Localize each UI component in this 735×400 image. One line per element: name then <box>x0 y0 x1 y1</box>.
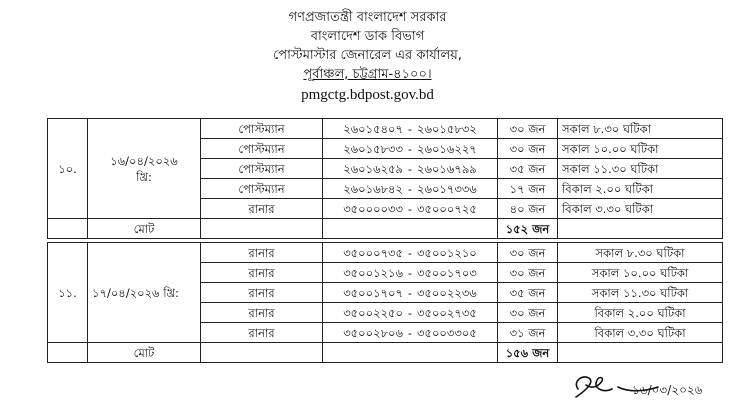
post-cell: পোস্টম্যান <box>201 139 323 159</box>
post-cell: পোস্টম্যান <box>201 179 323 199</box>
roll-to: ২৬০১৬২২৭ <box>416 141 477 156</box>
total-empty-cell <box>323 219 498 239</box>
time-cell: সকাল ৮.৩০ ঘটিকা <box>558 119 723 139</box>
roll-range-cell <box>323 323 498 343</box>
post-cell: রানার <box>201 243 323 263</box>
roll-from: ৩৫০০০৭৩৫ <box>343 245 403 260</box>
schedule-table <box>47 118 723 363</box>
range-dash: - <box>407 181 413 196</box>
roll-to: ২৬০১৭৩৩৬ <box>416 181 477 196</box>
date-suffix: খ্রি: <box>136 169 152 184</box>
count-cell: ৪০ জন <box>498 199 558 219</box>
total-label: মোট <box>88 219 201 239</box>
total-empty-cell <box>558 343 723 363</box>
time-cell: সকাল ৮.৩০ ঘটিকা <box>558 243 723 263</box>
signature-image <box>568 367 735 400</box>
range-dash: - <box>407 201 413 216</box>
roll-range-cell <box>323 283 498 303</box>
post-cell: পোস্টম্যান <box>201 159 323 179</box>
roll-to: ৩৫০০৩৩০৫ <box>417 325 477 340</box>
table-row <box>48 243 723 263</box>
total-empty-cell <box>201 219 323 239</box>
time-cell: বিকাল ৩.৩০ ঘটিকা <box>558 199 723 219</box>
total-empty-cell <box>201 343 323 363</box>
handwritten-signature <box>568 367 735 400</box>
post-cell: রানার <box>201 199 323 219</box>
roll-to: ৩৫০০০৭২৫ <box>417 201 477 216</box>
total-row <box>48 343 723 363</box>
office-website: pmgctg.bdpost.gov.bd <box>301 87 434 103</box>
roll-from: ২৬০১৬২৫৯ <box>343 161 403 176</box>
roll-range-cell <box>323 139 498 159</box>
roll-range-cell <box>323 243 498 263</box>
total-empty-cell <box>323 343 498 363</box>
time-cell: সকাল ১০.০০ ঘটিকা <box>558 263 723 283</box>
time-cell: বিকাল ২.০০ ঘটিকা <box>558 303 723 323</box>
time-cell: সকাল ১১.৩০ ঘটিকা <box>558 159 723 179</box>
date-text: ১৬/০৪/২০২৬ <box>110 153 178 168</box>
office-name: পোস্টমাস্টার জেনারেল এর কার্যালয়, <box>273 48 462 63</box>
roll-from: ২৬০১৬৮৪২ <box>343 181 403 196</box>
roll-range-cell <box>323 179 498 199</box>
date-cell <box>88 243 201 343</box>
range-dash: - <box>407 325 413 340</box>
roll-to: ২৬০১৫৮৩২ <box>417 121 477 136</box>
table-row <box>48 119 723 139</box>
roll-from: ৩৫০০০০৩৩ <box>343 201 403 216</box>
range-dash: - <box>407 265 413 280</box>
roll-range-cell <box>323 303 498 323</box>
count-cell: ৩১ জন <box>498 323 558 343</box>
count-cell: ৩০ জন <box>498 139 558 159</box>
roll-to: ৩৫০০১৭০৩ <box>416 265 477 280</box>
signature-scribble <box>576 377 612 397</box>
range-dash: - <box>407 141 413 156</box>
date-text: ১৭/০৪/২০২৬ <box>92 285 160 300</box>
roll-from: ৩৫০০১৭০৭ <box>343 285 403 300</box>
time-cell: বিকাল ২.০০ ঘটিকা <box>558 179 723 199</box>
letterhead <box>0 8 735 106</box>
roll-from: ২৬০১৫৮৩৩ <box>343 141 403 156</box>
roll-range-cell <box>323 159 498 179</box>
department-name: বাংলাদেশ ডাক বিভাগ <box>310 29 425 44</box>
roll-range-cell <box>323 263 498 283</box>
serial-cell: ১০. <box>48 119 88 219</box>
roll-from: ২৬০১৫৪০৭ <box>343 121 403 136</box>
total-label: মোট <box>88 343 201 363</box>
signature-date: ১৬/০৩/২০২৬ <box>632 383 703 397</box>
govt-name: গণপ্রজাতন্ত্রী বাংলাদেশ সরকার <box>288 10 447 25</box>
post-cell: রানার <box>201 263 323 283</box>
roll-from: ৩৫০০২২৫০ <box>343 305 403 320</box>
count-cell: ৩০ জন <box>498 243 558 263</box>
date-suffix: খ্রি: <box>163 285 179 300</box>
time-cell: বিকাল ৩.৩০ ঘটিকা <box>558 323 723 343</box>
serial-cell: ১১. <box>48 243 88 343</box>
office-location: পূর্বাঞ্চল, চট্টগ্রাম-৪১০০। <box>303 67 432 82</box>
range-dash: - <box>407 245 413 260</box>
time-cell: সকাল ১১.৩০ ঘটিকা <box>558 283 723 303</box>
roll-range-cell <box>323 119 498 139</box>
post-cell: রানার <box>201 323 323 343</box>
date-cell <box>88 119 201 219</box>
post-cell: রানার <box>201 303 323 323</box>
count-cell: ৩০ জন <box>498 119 558 139</box>
roll-to: ৩৫০০২২৩৬ <box>416 285 477 300</box>
schedule-body <box>48 119 723 363</box>
roll-to: ২৬০১৬৭৯৯ <box>417 161 477 176</box>
total-empty-cell <box>48 343 88 363</box>
range-dash: - <box>407 121 413 136</box>
total-empty-cell <box>558 219 723 239</box>
roll-from: ৩৫০০২৮০৬ <box>343 325 403 340</box>
total-count: ১৫৬ জন <box>498 343 558 363</box>
post-cell: রানার <box>201 283 323 303</box>
roll-to: ৩৫০০২৭৩৫ <box>417 305 477 320</box>
count-cell: ৩৫ জন <box>498 283 558 303</box>
range-dash: - <box>407 161 413 176</box>
count-cell: ৩০ জন <box>498 263 558 283</box>
total-count: ১৫২ জন <box>498 219 558 239</box>
range-dash: - <box>407 305 413 320</box>
roll-from: ৩৫০০১২১৬ <box>343 265 403 280</box>
time-cell: সকাল ১০.০০ ঘটিকা <box>558 139 723 159</box>
count-cell: ৩৫ জন <box>498 159 558 179</box>
count-cell: ১৭ জন <box>498 179 558 199</box>
post-cell: পোস্টম্যান <box>201 119 323 139</box>
roll-to: ৩৫০০১২১০ <box>417 245 477 260</box>
roll-range-cell <box>323 199 498 219</box>
count-cell: ৩০ জন <box>498 303 558 323</box>
total-row <box>48 219 723 239</box>
range-dash: - <box>407 285 413 300</box>
total-empty-cell <box>48 219 88 239</box>
